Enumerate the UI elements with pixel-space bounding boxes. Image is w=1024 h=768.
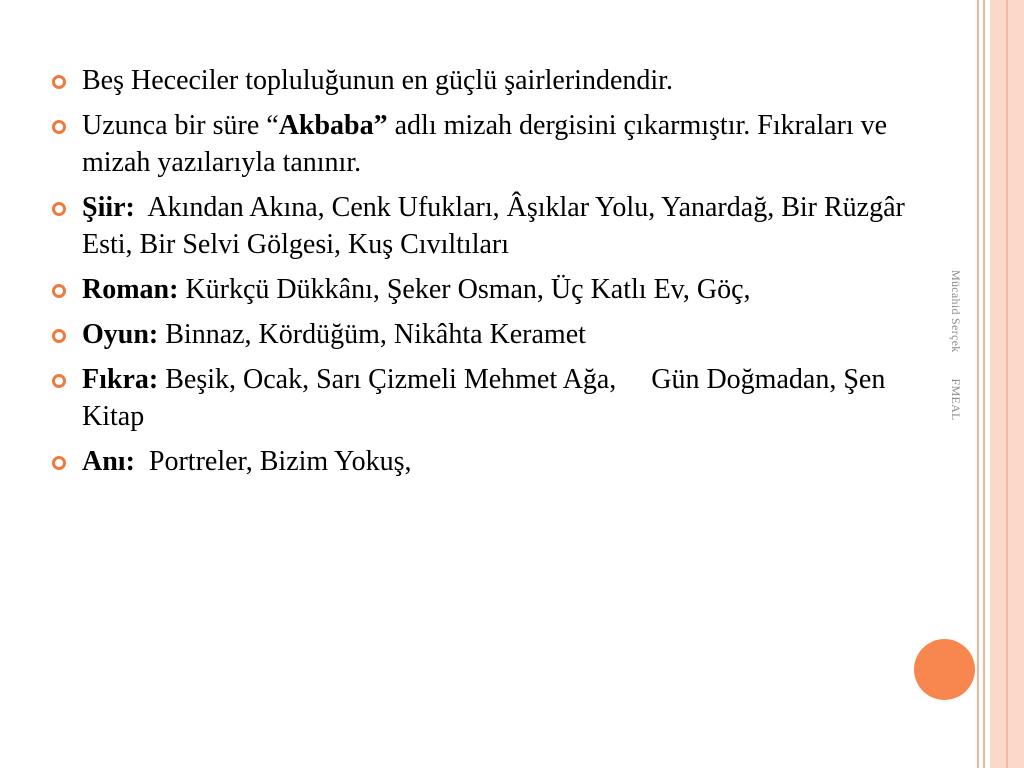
decorative-circle [914, 639, 975, 700]
item-label: Oyun: [82, 319, 159, 350]
bullet-icon [52, 329, 66, 343]
bullet-icon [52, 202, 66, 216]
list-item [52, 361, 942, 435]
item-text: Akından Akına, Cenk Ufukları, Âşıklar Yolu, Yanardağ, Bir Rüzgâr Esti, Bir Selvi Gölgesi, Kuş Cıvıltıları [82, 192, 912, 260]
decorative-line [983, 0, 985, 768]
item-label: Anı: [82, 446, 135, 477]
item-text-after: adlı mizah dergisini çıkarmıştır. Fıkraları ve mizah yazılarıyla tanınır. [82, 110, 888, 178]
item-text: Beşik, Ocak, Sarı Çizmeli Mehmet Ağa, Gün Doğmadan, Şen Kitap [82, 364, 893, 432]
list-item [52, 62, 942, 99]
bullet-list [52, 62, 942, 488]
decorative-line [977, 0, 979, 768]
vertical-footer-text [948, 270, 963, 421]
list-item [52, 443, 942, 480]
author-name: Mücahid Serçek [949, 270, 963, 353]
item-text-before: Uzunca bir süre “ [82, 110, 279, 141]
list-item [52, 316, 942, 353]
item-bold-title: Akbaba” [278, 110, 388, 141]
item-label: Şiir: [82, 192, 135, 223]
bullet-icon [52, 284, 66, 298]
item-label: Roman: [82, 274, 179, 305]
list-item [52, 189, 942, 263]
bullet-icon [52, 75, 66, 89]
list-item [52, 107, 942, 181]
org-name: FMEAL [949, 378, 963, 421]
item-text: Portreler, Bizim Yokuş, [134, 446, 412, 477]
list-item [52, 271, 942, 308]
item-text: Beş Hececiler topluluğunun en güçlü şairlerindendir. [82, 65, 673, 96]
item-text: Binnaz, Kördüğüm, Nikâhta Keramet [158, 319, 586, 350]
bullet-icon [52, 120, 66, 134]
decorative-line [1006, 0, 1008, 768]
item-text: Kürkçü Dükkânı, Şeker Osman, Üç Katlı Ev, Göç, [178, 274, 751, 305]
item-label: Fıkra: [82, 364, 159, 395]
bullet-icon [52, 456, 66, 470]
bullet-icon [52, 374, 66, 388]
